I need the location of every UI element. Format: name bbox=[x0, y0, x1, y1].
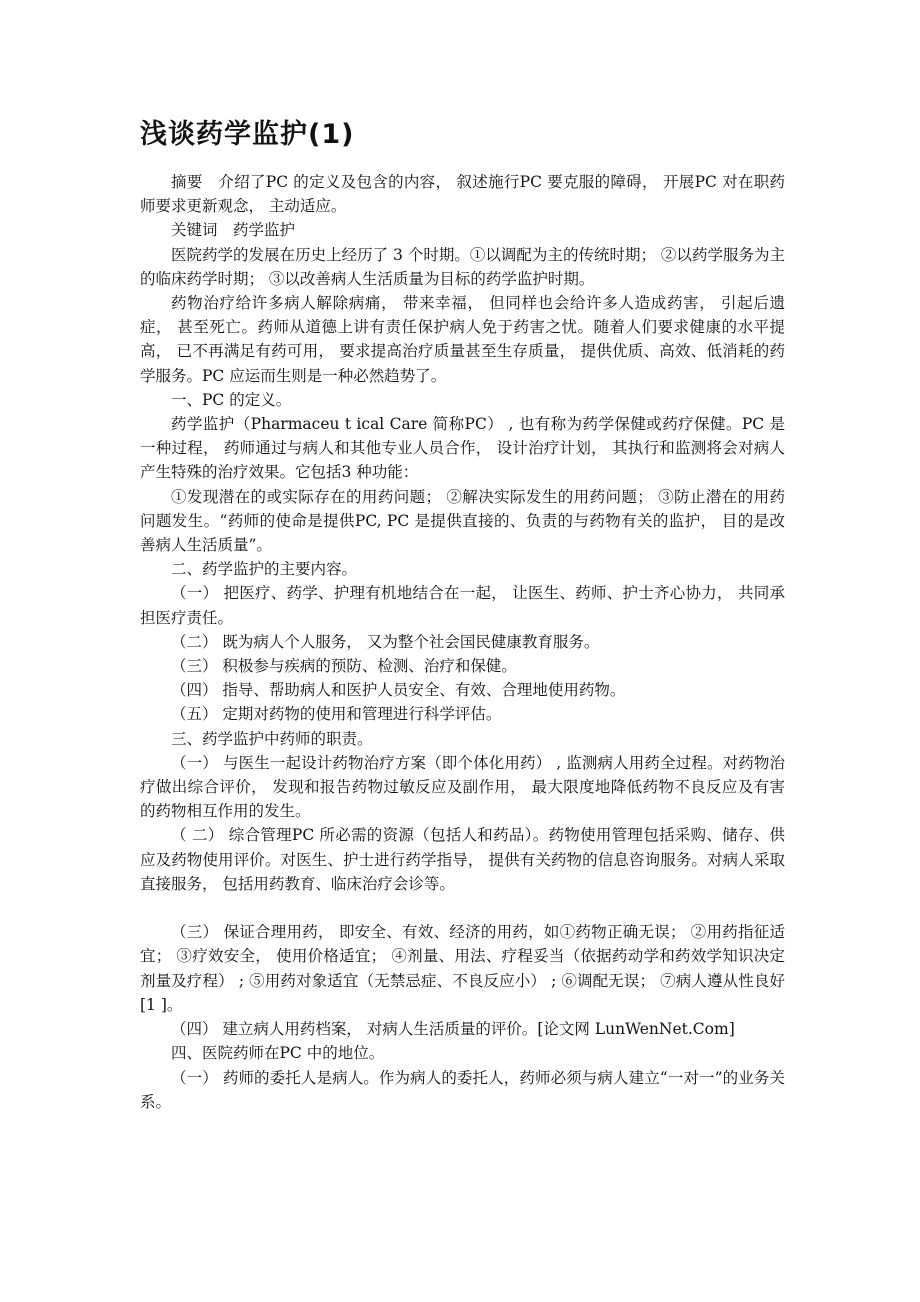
abstract-paragraph: 摘要 介绍了PC 的定义及包含的内容， 叙述施行PC 要克服的障碍， 开展PC 对在职药师要求更新观念， 主动适应。 bbox=[140, 173, 785, 216]
keywords-paragraph: 关键词 药学监护 bbox=[171, 221, 296, 240]
list-item: （一） 把医疗、药学、护理有机地结合在一起， 让医生、药师、护士齐心协力， 共同承担医疗责任。 bbox=[140, 584, 785, 627]
list-item: （三） 积极参与疾病的预防、检测、治疗和保健。 bbox=[171, 657, 517, 676]
list-item: （二） 既为病人个人服务， 又为整个社会国民健康教育服务。 bbox=[171, 632, 600, 651]
section-heading: 一、PC 的定义。 bbox=[171, 390, 292, 409]
page-title: 浅谈药学监护(1) bbox=[140, 119, 355, 150]
body-paragraph: 药学监护（Pharmaceu t ical Care 简称PC） , 也有称为药学保健或药疗保健。PC 是一种过程， 药师通过与病人和其他专业人员合作， 设计治疗计划， 其执行和监测将会对病人产生特殊的治疗效果。它包括3 种功能： bbox=[140, 415, 785, 482]
section-heading: 二、药学监护的主要内容。 bbox=[171, 560, 358, 579]
list-item: （三） 保证合理用药， 即安全、有效、经济的用药，如①药物正确无误； ②用药指征适宜； ③疗效安全， 使用价格适宜； ④剂量、用法、疗程妥当（依据药动学和药效学知识决定剂量及疗程） ; ⑤用药对象适宜（无禁忌症、不良反应小） ; ⑥调配无误； ⑦病人遵从性良好[1 ]。 bbox=[140, 923, 785, 1014]
list-item: （四） 建立病人用药档案， 对病人生活质量的评价。[论文网 LunWenNet.Com] bbox=[171, 1020, 735, 1039]
list-item: （五） 定期对药物的使用和管理进行科学评估。 bbox=[171, 705, 502, 724]
blank-line bbox=[140, 896, 785, 920]
list-item: （一） 药师的委托人是病人。作为病人的委托人，药师必须与病人建立“一对一”的业务关系。 bbox=[140, 1068, 785, 1111]
body-paragraph: ①发现潜在的或实际存在的用药问题； ②解决实际发生的用药问题； ③防止潜在的用药问题发生。“药师的使命是提供PC, PC 是提供直接的、负责的与药物有关的监护， 目的是改善病人生活质量”。 bbox=[140, 487, 785, 555]
list-item: （四） 指导、帮助病人和医护人员安全、有效、合理地使用药物。 bbox=[171, 681, 626, 700]
list-item: （一） 与医生一起设计药物治疗方案（即个体化用药） , 监测病人用药全过程。对药物治疗做出综合评价， 发现和报告药物过敏反应及副作用， 最大限度地降低药物不良反应及有害的药物相互作用的发生。 bbox=[140, 753, 785, 821]
document-body bbox=[140, 170, 785, 1114]
section-heading: 四、医院药师在PC 中的地位。 bbox=[171, 1044, 385, 1063]
body-paragraph: 医院药学的发展在历史上经历了 3 个时期。①以调配为主的传统时期； ②以药学服务为主的临床药学时期； ③以改善病人生活质量为目标的药学监护时期。 bbox=[140, 245, 785, 288]
section-heading: 三、药学监护中药师的职责。 bbox=[171, 729, 373, 748]
list-item: （ 二） 综合管理PC 所必需的资源（包括人和药品）。药物使用管理包括采购、储存、供应及药物使用评价。对医生、护士进行药学指导， 提供有关药物的信息咨询服务。对病人采取直接服务， 包括用药教育、临床治疗会诊等。 bbox=[140, 826, 785, 893]
body-paragraph: 药物治疗给许多病人解除病痛， 带来幸福， 但同样也会给许多人造成药害， 引起后遗症， 甚至死亡。药师从道德上讲有责任保护病人免于药害之忧。随着人们要求健康的水平提高， 已不再满足有药可用， 要求提高治疗质量甚至生存质量， 提供优质、高效、低消耗的药学服务。PC 应运而生则是一种必然趋势了。 bbox=[140, 294, 785, 385]
